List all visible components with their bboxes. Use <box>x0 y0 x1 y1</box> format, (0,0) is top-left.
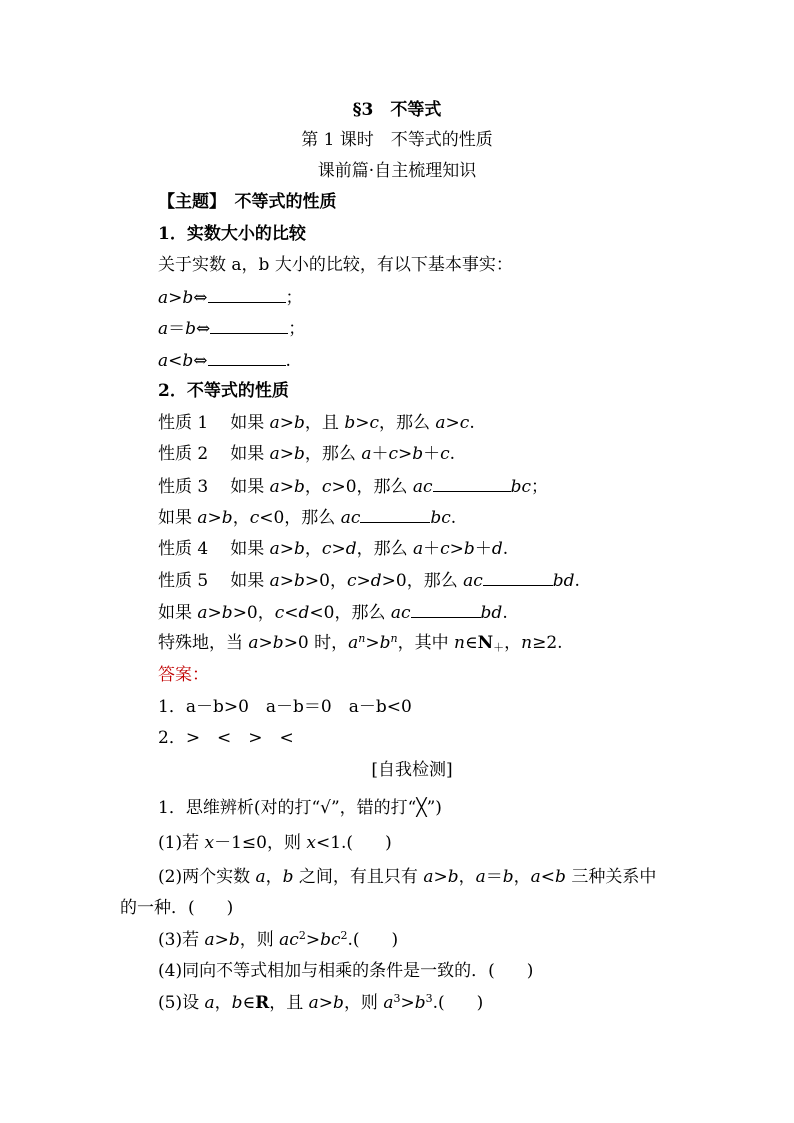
fact-a-eq-b: a＝b⇔ ； <box>158 319 306 339</box>
fill-blank[interactable] <box>208 286 286 303</box>
topic-heading: 【主题】 不等式的性质 <box>158 192 337 212</box>
property-special: 特殊地，当 a>b>0 时，$a^n>b^n$，其中 $n\in N_+$，n≥2. <box>158 632 563 654</box>
property-3b: 如果 a>b，c<0，那么 ac bc. <box>158 508 457 528</box>
fill-blank[interactable] <box>483 569 553 586</box>
answer-line-1: 1．a－b>0 a－b＝0 a－b<0 <box>158 697 412 717</box>
fill-blank[interactable] <box>208 349 286 366</box>
part-title: 课前篇·自主梳理知识 <box>317 161 477 181</box>
judge-item-3: (3)若 a>b，则 $ac^2>bc^2$.( ) <box>158 929 399 950</box>
judge-item-5: (5)设 a，b∈R，且 a>b，则 $a^3>b^3$.( ) <box>158 992 484 1013</box>
self-check-q1: 1．思维辨析(对的打“√”，错的打“╳”) <box>158 798 442 818</box>
property-4: 性质 4 如果 a>b，c>d，那么 a＋c>b＋d. <box>158 539 509 559</box>
property-3: 性质 3 如果 a>b，c>0，那么 ac bc； <box>158 477 548 497</box>
judge-item-1: (1)若 x－1≤0，则 x<1.( ) <box>158 833 392 853</box>
property-2: 性质 2 如果 a>b，那么 a＋c>b＋c. <box>158 444 456 464</box>
self-check-title: [自我检测] <box>371 760 453 780</box>
subsection-1-intro: 关于实数 a，b 大小的比较，有以下基本事实： <box>158 255 513 275</box>
section-title: §3 不等式 <box>352 100 442 120</box>
judge-item-2-cont: 的一种．( ) <box>120 898 234 918</box>
fill-blank[interactable] <box>411 601 481 618</box>
subsection-2-title: 2．不等式的性质 <box>158 381 289 401</box>
property-5b: 如果 a>b>0，c<d<0，那么 ac bd. <box>158 603 508 623</box>
fill-blank[interactable] <box>360 506 430 523</box>
judge-item-4: (4)同向不等式相加与相乘的条件是一致的．( ) <box>158 961 534 981</box>
answer-line-2: 2．> < > < <box>158 728 294 748</box>
judge-item-2: (2)两个实数 a，b 之间，有且只有 a>b，a＝b，a<b 三种关系中 <box>158 867 657 887</box>
fill-blank[interactable] <box>210 317 288 334</box>
fact-a-lt-b: a<b⇔ . <box>158 351 291 371</box>
answer-label: 答案： <box>158 665 209 685</box>
fill-blank[interactable] <box>433 475 511 492</box>
property-5: 性质 5 如果 a>b>0，c>d>0，那么 ac bd. <box>158 571 580 591</box>
property-1: 性质 1 如果 a>b，且 b>c，那么 a>c. <box>158 413 475 433</box>
subsection-1-title: 1．实数大小的比较 <box>158 224 306 244</box>
fact-a-gt-b: a>b⇔ ； <box>158 288 303 308</box>
lesson-title: 第 1 课时 不等式的性质 <box>301 130 493 150</box>
